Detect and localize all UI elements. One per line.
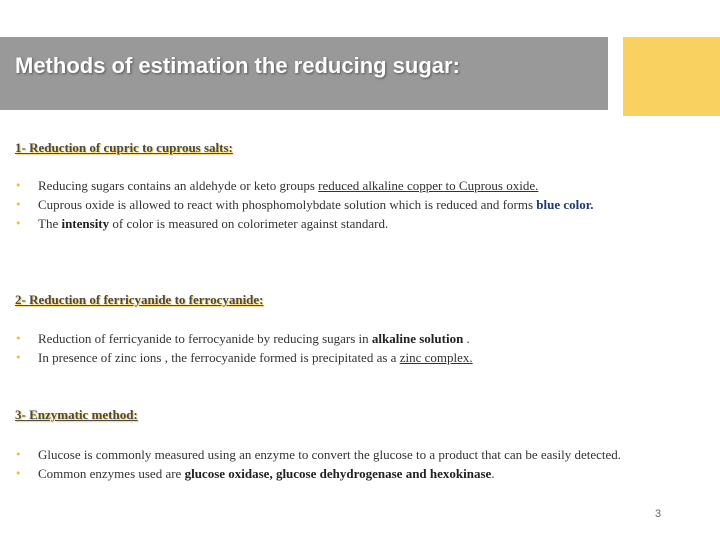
bullet-list-3: [15, 445, 675, 483]
section-heading-3: 3- Enzymatic method:: [15, 407, 138, 422]
slide-title: Methods of estimation the reducing sugar:: [15, 53, 460, 78]
bullet-text: In presence of zinc ions , the ferrocyanide formed is precipitated as a: [38, 350, 400, 365]
bullet-text: Common enzymes used are: [38, 466, 185, 481]
bullet-bold-text: glucose oxidase, glucose dehydrogenase and hexokinase: [184, 466, 492, 481]
bullet-icon: •: [15, 467, 22, 480]
list-item: [15, 464, 675, 483]
accent-box: [623, 37, 720, 116]
bullet-icon: •: [15, 448, 22, 461]
bullet-text: The: [38, 216, 62, 231]
list-item: [15, 445, 675, 464]
bullet-list-1: [15, 176, 675, 233]
section-heading-2: 2- Reduction of ferricyanide to ferrocyanide:: [15, 292, 264, 307]
bullet-icon: •: [15, 217, 22, 230]
list-item: [15, 329, 675, 348]
bullet-text: Reducing sugars contains an aldehyde or keto groups: [38, 178, 319, 193]
section-heading-1: 1- Reduction of cupric to cuprous salts:: [15, 140, 233, 155]
bullet-text: Glucose is commonly measured using an enzyme to convert the glucose to a product that can be easily detected.: [38, 447, 622, 462]
bullet-text: Reduction of ferricyanide to ferrocyanide by reducing sugars in: [38, 331, 372, 346]
bullet-underlined-text: zinc complex.: [399, 350, 473, 365]
list-item: [15, 176, 675, 195]
bullet-text: Cuprous oxide is allowed to react with phosphomolybdate solution which is reduced and forms: [38, 197, 537, 212]
bullet-highlight-text: blue color.: [536, 197, 594, 212]
list-item: [15, 348, 675, 367]
bullet-icon: •: [15, 332, 22, 345]
list-item: [15, 195, 675, 214]
bullet-text: of color is measured on colorimeter against standard.: [109, 216, 389, 231]
bullet-bold-text: alkaline solution: [371, 331, 464, 346]
bullet-bold-text: intensity: [61, 216, 110, 231]
bullet-icon: •: [15, 198, 22, 211]
bullet-icon: •: [15, 351, 22, 364]
page-number: 3: [655, 508, 662, 520]
bullet-list-2: [15, 329, 675, 367]
bullet-text: .: [463, 331, 470, 346]
list-item: [15, 214, 675, 233]
bullet-icon: •: [15, 179, 22, 192]
bullet-underlined-text: reduced alkaline copper to Cuprous oxide.: [318, 178, 539, 193]
bullet-text: .: [491, 466, 495, 481]
